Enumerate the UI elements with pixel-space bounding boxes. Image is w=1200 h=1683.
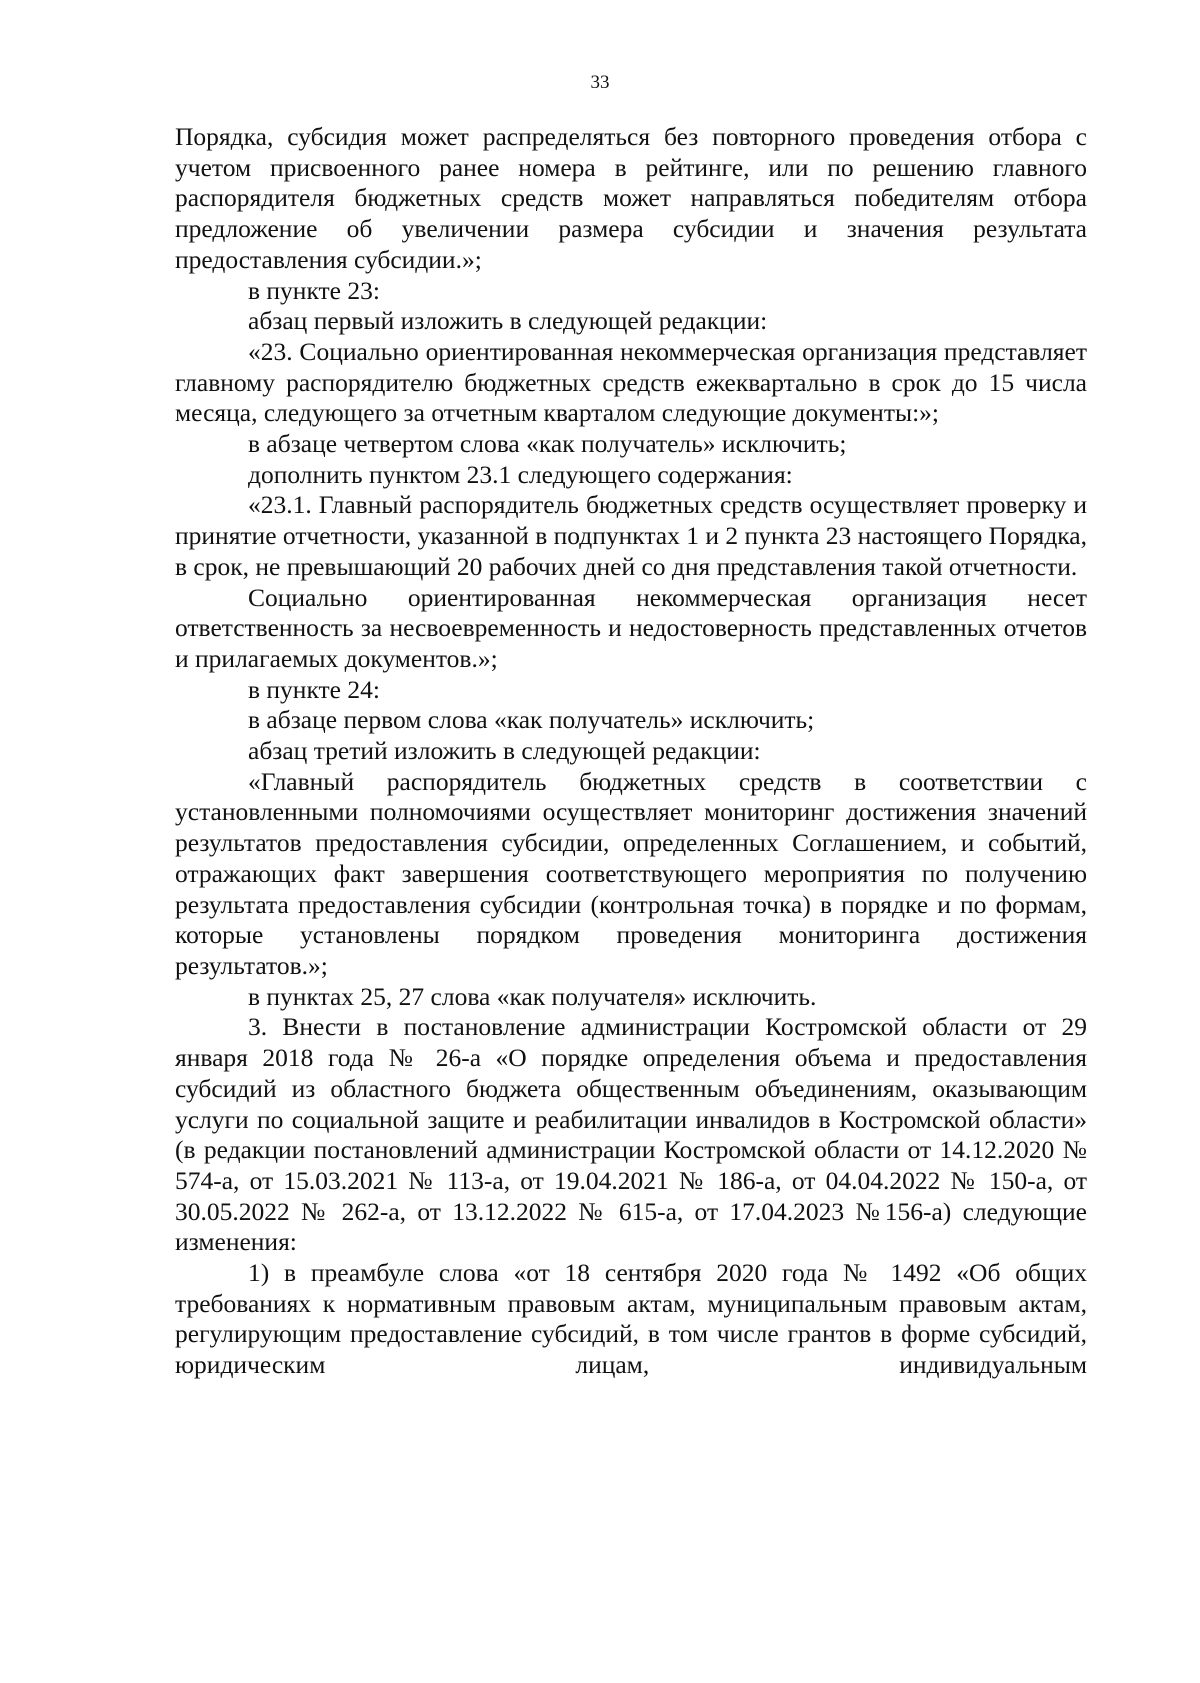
paragraph-quote-23-1: «23.1. Главный распорядитель бюджетных средств осуществляет проверку и принятие отчетности, указанной в подпунктах 1 и 2 пункта 23 настоящего Порядка, в срок, не превышающий 20 рабочих дней со дня представления такой отчетности. (175, 490, 1087, 581)
paragraph-section-3: 3. Внести в постановление администрации Костромской области от 29 января 2018 года № 26-а «О порядке определения объема и предоставления субсидий из областного бюджета общественным объединениям, оказывающим услуги по социальной защите и реабилитации инвалидов в Костромской области» (в редакции постановлений администрации Костромской области от 14.12.2020 № 574-а, от 15.03.2021 № 113-а, от 19.04.2021 № 186-а, от 04.04.2022 № 150-а, от 30.05.2022 № 262-а, от 13.12.2022 № 615-а, от 17.04.2023 №156-а) следующие изменения: (175, 1012, 1087, 1257)
paragraph-instruction: абзац первый изложить в следующей редакции: (248, 306, 768, 336)
paragraph-instruction: в абзаце четвертом слова «как получатель» исключить; (248, 429, 847, 459)
paragraph-item-24: в пункте 24: (248, 674, 380, 704)
paragraph-item-23: в пункте 23: (248, 275, 380, 305)
document-body (175, 122, 1087, 1381)
paragraph-quote-monitoring: «Главный распорядитель бюджетных средств в соответствии с установленными полномочиями осуществляет мониторинг достижения значений результатов предоставления субсидии, определенных Соглашением, и событий, отражающих факт завершения соответствующего мероприятия по получению результата предоставления субсидии (контрольная точка) в порядке и по формам, которые установлены порядком проведения мониторинга достижения результатов.»; (175, 766, 1087, 980)
paragraph-subitem-1: 1) в преамбуле слова «от 18 сентября 2020 года № 1492 «Об общих требованиях к нормативным правовым актам, муниципальным правовым актам, регулирующим предоставление субсидий, в том числе грантов в форме субсидий, юридическим лицам, индивидуальным (175, 1258, 1087, 1380)
page-number: 33 (590, 72, 610, 93)
paragraph-instruction: в пунктах 25, 27 слова «как получателя» исключить. (248, 981, 817, 1011)
paragraph-instruction: в абзаце первом слова «как получатель» исключить; (248, 705, 815, 735)
paragraph-continuation: Порядка, субсидия может распределяться без повторного проведения отбора с учетом присвоенного ранее номера в рейтинге, или по решению главного распорядителя бюджетных средств может направляться победителям отбора предложение об увеличении размера субсидии и значения результата предоставления субсидии.»; (175, 122, 1087, 274)
paragraph-instruction: дополнить пунктом 23.1 следующего содержания: (248, 459, 793, 489)
paragraph-responsibility: Социально ориентированная некоммерческая организация несет ответственность за несвоевременность и недостоверность представленных отчетов и прилагаемых документов.»; (175, 582, 1087, 673)
paragraph-instruction: абзац третий изложить в следующей редакции: (248, 736, 761, 766)
paragraph-quote-23: «23. Социально ориентированная некоммерческая организация представляет главному распорядителю бюджетных средств ежеквартально в срок до 15 числа месяца, следующего за отчетным кварталом следующие документы:»; (175, 336, 1087, 428)
